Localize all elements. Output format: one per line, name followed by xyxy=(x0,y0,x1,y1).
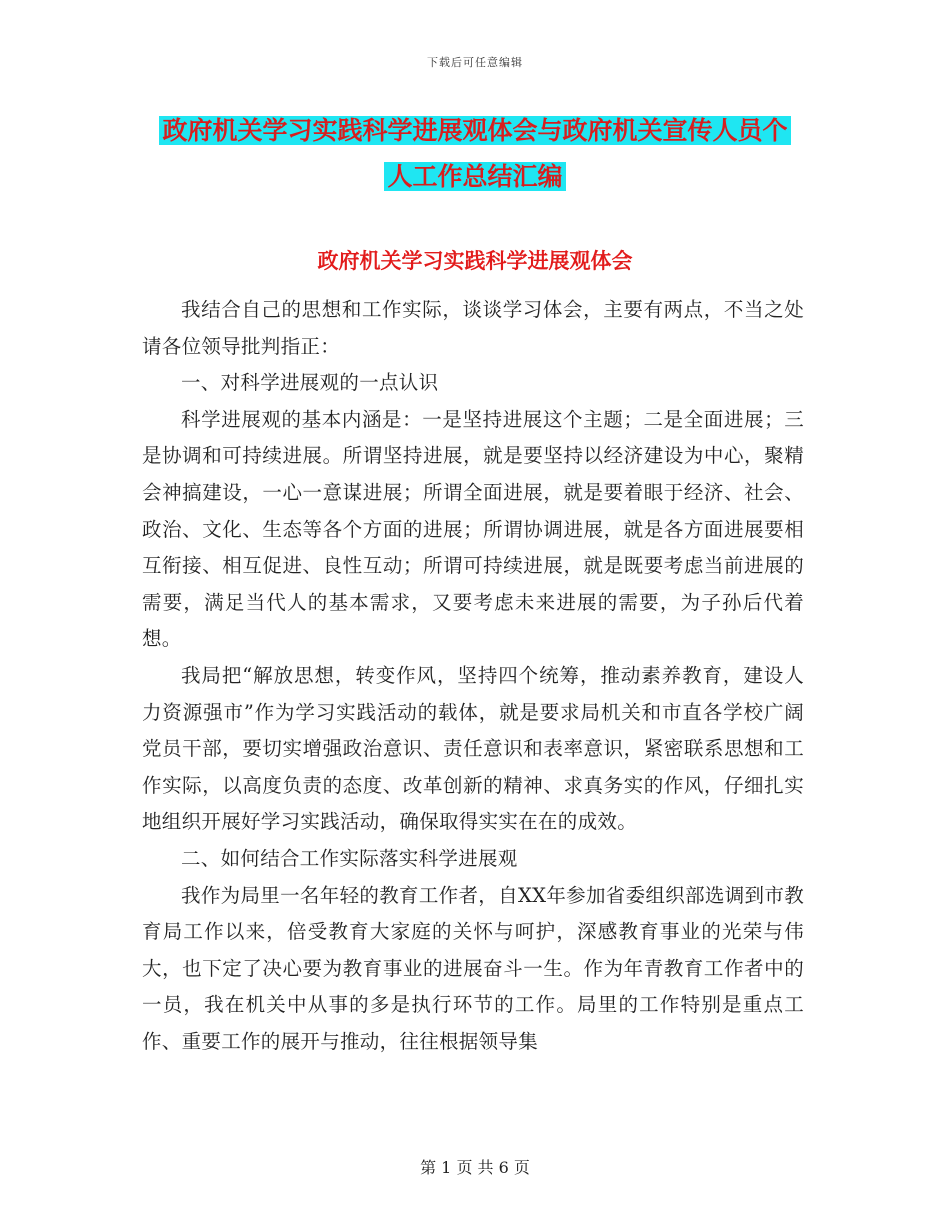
heading-part-two: 二、如何结合工作实际落实科学进展观 xyxy=(181,846,518,870)
paragraph-intro: 我结合自己的思想和工作实际，谈谈学习体会，主要有两点，不当之处请各位领导批判指正： xyxy=(142,298,804,358)
document-title xyxy=(150,108,800,200)
heading-part-one: 一、对科学进展观的一点认识 xyxy=(181,371,439,395)
page-footer: 第 1 页 共 6 页 xyxy=(420,1158,530,1177)
paragraph-activities: 我局把“解放思想，转变作风，坚持四个统筹，推动素养教育，建设人力资源强市”作为学习实践活动的载体，就是要求局机关和市直各学校广阔党员干部，要切实增强政治意识、责任意识和表率意识，紧密联系思想和工作实际，以高度负责的态度、改革创新的精神、求真务实的作风，仔细扎实地组织开展好学习实践活动，确保取得实实在在的成效。 xyxy=(142,663,804,834)
paragraph-personal: 我作为局里一名年轻的教育工作者，自XX年参加省委组织部选调到市教育局工作以来，倍受教育大家庭的关怀与呵护，深感教育事业的光荣与伟大，也下定了决心要为教育事业的进展奋斗一生。作为年青教育工作者中的一员，我在机关中从事的多是执行环节的工作。局里的工作特别是重点工作、重要工作的展开与推动，往往根据领导集 xyxy=(142,883,804,1053)
document-title-text: 政府机关学习实践科学进展观体会与政府机关宣传人员个人工作总结汇编 xyxy=(159,116,790,191)
section-title: 政府机关学习实践科学进展观体会 xyxy=(317,249,633,273)
document-body xyxy=(142,292,804,1060)
paragraph-definition: 科学进展观的基本内涵是：一是坚持进展这个主题；二是全面进展；三是协调和可持续进展。所谓坚持进展，就是要坚持以经济建设为中心，聚精会神搞建设，一心一意谋进展；所谓全面进展，就是要着眼于经济、社会、政治、文化、生态等各个方面的进展；所谓协调进展，就是各方面进展要相互衔接、相互促进、良性互动；所谓可持续进展，就是既要考虑当前进展的需要，满足当代人的基本需求，又要考虑未来进展的需要，为子孙后代着想。 xyxy=(142,407,804,651)
header-note: 下载后可任意编辑 xyxy=(427,56,523,69)
